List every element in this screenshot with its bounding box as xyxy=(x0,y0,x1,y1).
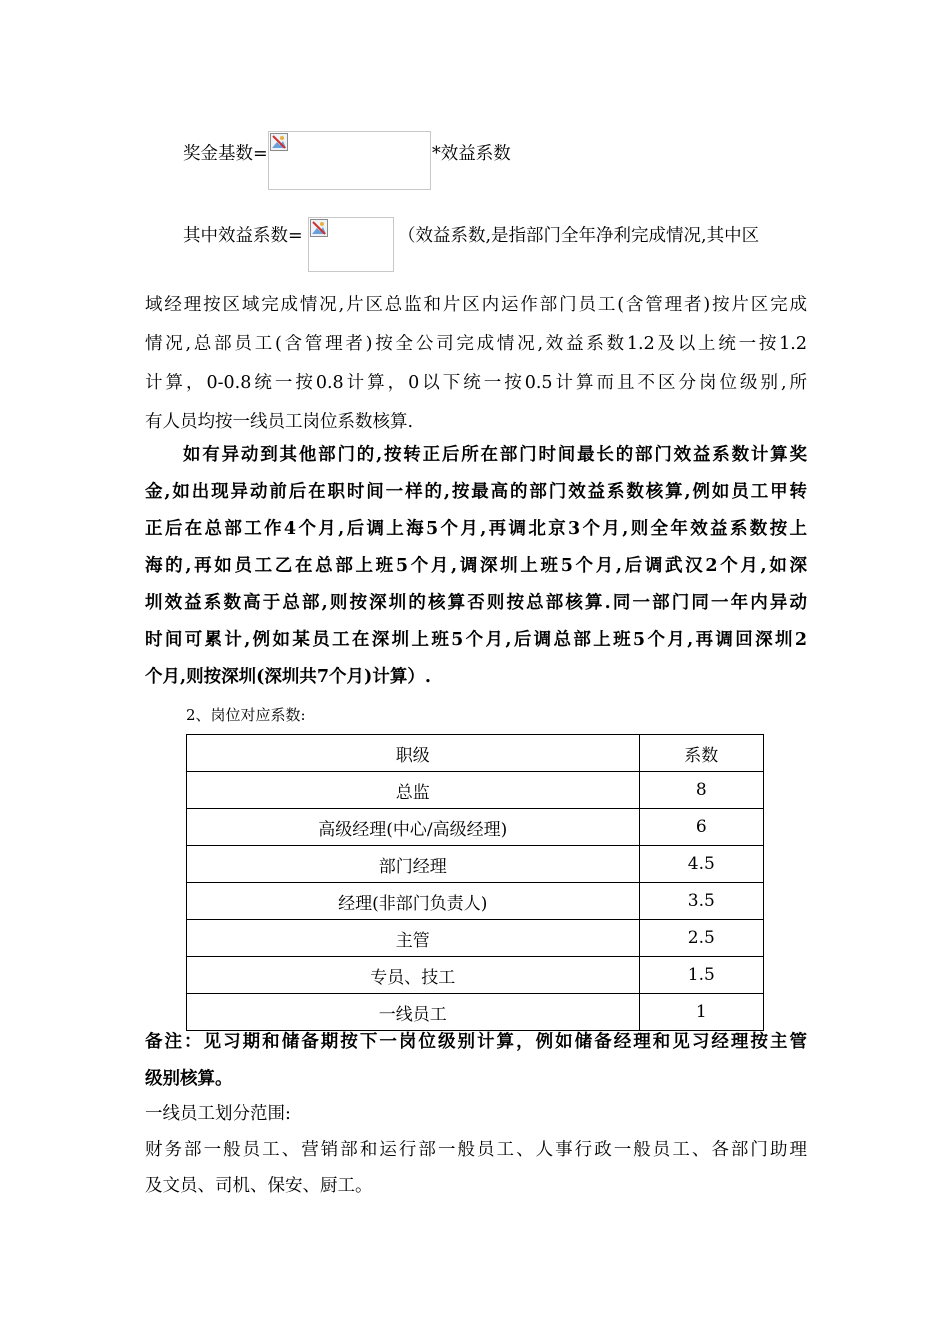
para2-line: 如有异动到其他部门的,按转正后所在部门时间最长的部门效益系数计算奖 xyxy=(183,445,807,465)
para1-line: 计算，0-0.8统一按0.8计算，0以下统一按0.5计算而且不区分岗位级别,所 xyxy=(145,373,807,393)
table-cell: 8 xyxy=(639,772,763,809)
para2-line: 个月,则按深圳(深圳共7个月)计算）. xyxy=(145,667,431,687)
table-cell: 高级经理(中心/高级经理) xyxy=(187,809,640,846)
table-row xyxy=(187,957,764,994)
table-cell: 部门经理 xyxy=(187,846,640,883)
para1-line: 有人员均按一线员工岗位系数核算. xyxy=(145,412,414,432)
table-row xyxy=(187,994,764,1031)
formula-image-1 xyxy=(268,131,431,190)
para2-line: 时间可累计,例如某员工在深圳上班5个月,后调总部上班5个月,再调回深圳2 xyxy=(145,630,807,650)
formula-2-right: （效益系数,是指部门全年净利完成情况,其中区 xyxy=(398,226,760,246)
table-row xyxy=(187,809,764,846)
table-header-row xyxy=(187,735,764,772)
table-row xyxy=(187,883,764,920)
table-row xyxy=(187,846,764,883)
table-cell: 6 xyxy=(639,809,763,846)
para2-line: 正后在总部工作4个月,后调上海5个月,再调北京3个月,则全年效益系数按上 xyxy=(145,519,807,539)
broken-image-icon xyxy=(310,219,328,237)
formula-1-right: *效益系数 xyxy=(432,144,511,164)
scope-line: 及文员、司机、保安、厨工。 xyxy=(145,1176,373,1196)
table-row xyxy=(187,772,764,809)
scope-line: 财务部一般员工、营销部和运行部一般员工、人事行政一般员工、各部门助理 xyxy=(145,1140,807,1160)
note-line: 备注：见习期和储备期按下一岗位级别计算，例如储备经理和见习经理按主管 xyxy=(145,1032,807,1052)
table-cell: 3.5 xyxy=(639,883,763,920)
formula-2-left: 其中效益系数= xyxy=(183,226,303,246)
table-cell: 总监 xyxy=(187,772,640,809)
table-header-cell: 系数 xyxy=(639,735,763,772)
scope-title: 一线员工划分范围: xyxy=(145,1104,291,1124)
table-cell: 经理(非部门负责人) xyxy=(187,883,640,920)
section-2-title: 2、岗位对应系数: xyxy=(186,706,306,724)
table-header-cell: 职级 xyxy=(187,735,640,772)
para2-line: 圳效益系数高于总部,则按深圳的核算否则按总部核算.同一部门同一年内异动 xyxy=(145,593,807,613)
coefficient-table xyxy=(186,734,764,1031)
para1-line: 情况,总部员工(含管理者)按全公司完成情况,效益系数1.2及以上统一按1.2 xyxy=(145,334,807,354)
table-cell: 4.5 xyxy=(639,846,763,883)
table-cell: 1.5 xyxy=(639,957,763,994)
table-cell: 2.5 xyxy=(639,920,763,957)
table-cell: 1 xyxy=(639,994,763,1031)
table-cell: 主管 xyxy=(187,920,640,957)
table-cell: 专员、技工 xyxy=(187,957,640,994)
table-cell: 一线员工 xyxy=(187,994,640,1031)
para2-line: 金,如出现异动前后在职时间一样的,按最高的部门效益系数核算,例如员工甲转 xyxy=(145,482,807,502)
broken-image-icon xyxy=(270,133,288,151)
table-row xyxy=(187,920,764,957)
para2-line: 海的,再如员工乙在总部上班5个月,调深圳上班5个月,后调武汉2个月,如深 xyxy=(145,556,807,576)
note-line: 级别核算。 xyxy=(145,1069,233,1089)
para1-line: 域经理按区域完成情况,片区总监和片区内运作部门员工(含管理者)按片区完成 xyxy=(145,295,807,315)
formula-image-2 xyxy=(308,217,394,272)
formula-1-left: 奖金基数= xyxy=(183,144,268,164)
